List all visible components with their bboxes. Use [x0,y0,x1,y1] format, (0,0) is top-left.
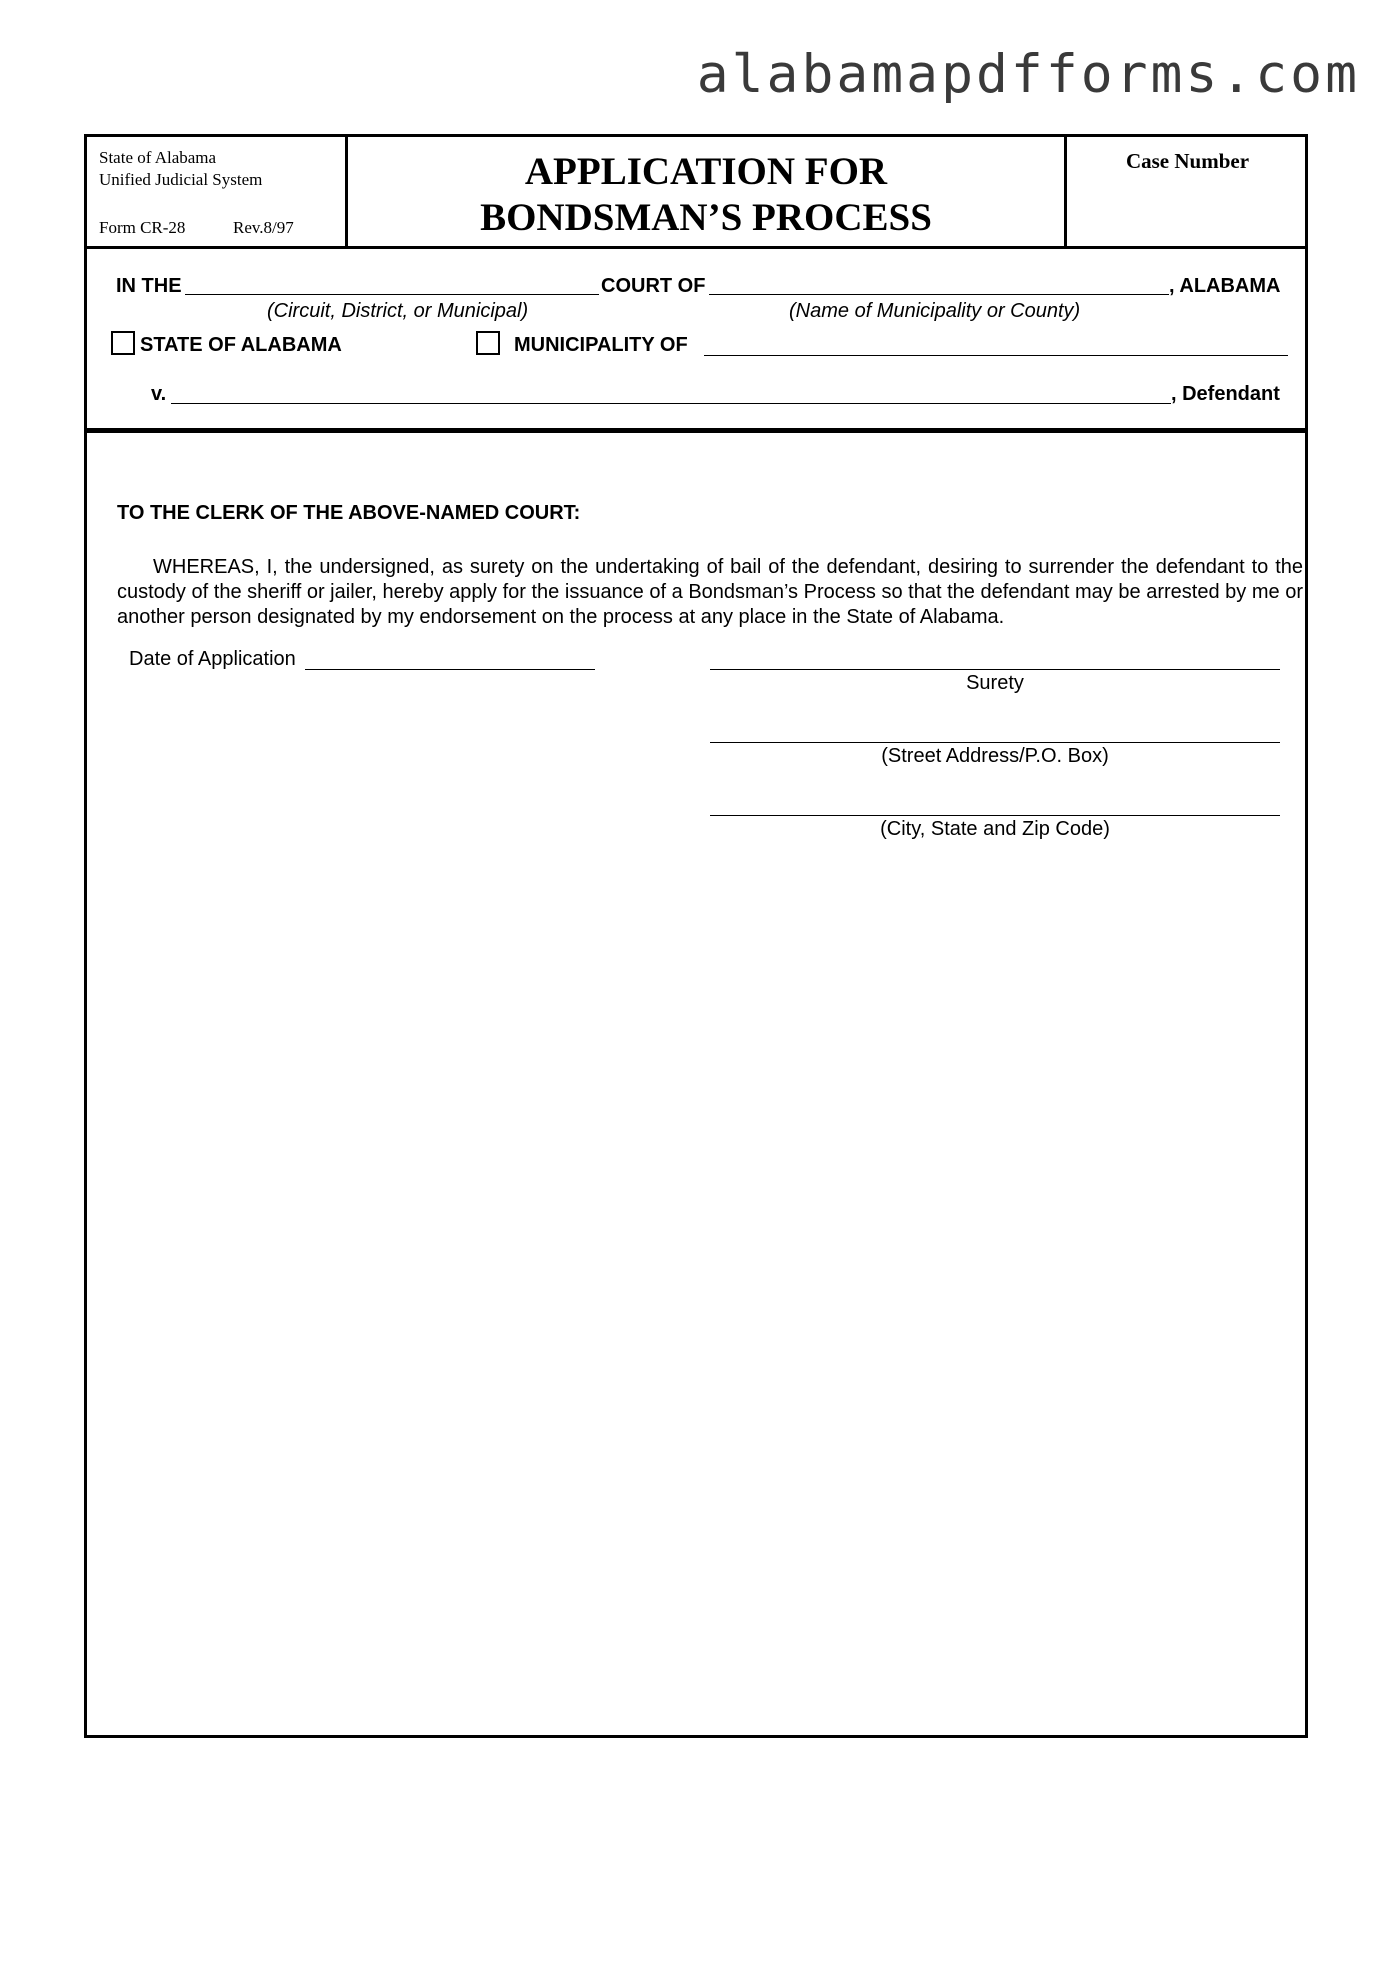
court-type-field[interactable] [185,294,599,295]
versus-label: v. [151,383,167,405]
salutation: TO THE CLERK OF THE ABOVE-NAMED COURT: [117,502,581,524]
court-of-label: COURT OF [601,275,706,297]
surety-label: Surety [966,672,1024,694]
street-address-label: (Street Address/P.O. Box) [881,745,1109,767]
municipality-of-label: MUNICIPALITY OF [514,334,688,356]
city-state-zip-label: (City, State and Zip Code) [880,818,1110,840]
court-type-hint: (Circuit, District, or Municipal) [267,300,529,322]
form-title [348,137,1064,246]
municipality-hint: (Name of Municipality or County) [789,300,1081,322]
defendant-name-field[interactable] [171,403,1171,404]
alabama-label: , ALABAMA [1169,275,1281,297]
application-paragraph: WHEREAS, I, the undersigned, as surety on the undertaking of bail of the defendant, desiring to surrender the defendant to the custody of the sheriff or jailer, hereby apply for the issuance of a Bondsman’s Process so that the defendant may be arrested by me or another person designated by my endorsement on the process at any place in the State of Alabama. [117,556,1303,628]
state-label: State of Alabama [99,148,217,167]
form-number: Form CR-28 [99,218,186,237]
municipality-checkbox[interactable] [476,331,500,355]
state-of-alabama-checkbox[interactable] [111,331,135,355]
title-line-1: APPLICATION FOR [524,150,888,193]
date-of-application-label: Date of Application [129,648,296,670]
system-label: Unified Judicial System [99,170,263,189]
form-header [87,137,1305,249]
double-rule [87,428,1305,430]
revision: Rev.8/97 [233,218,294,237]
case-caption [87,249,1305,433]
court-system-block [87,137,348,246]
street-address-field[interactable] [710,742,1280,743]
date-of-application-field[interactable] [305,669,595,670]
city-state-zip-field[interactable] [710,815,1280,816]
in-the-label: IN THE [116,275,182,297]
municipality-county-field[interactable] [709,294,1169,295]
municipality-name-field[interactable] [704,355,1288,356]
title-line-2: BONDSMAN’S PROCESS [480,196,932,239]
case-number-box[interactable] [1064,137,1308,246]
case-number-label: Case Number [1125,149,1250,173]
bondsman-process-form [84,134,1308,1738]
state-of-alabama-label: STATE OF ALABAMA [140,334,342,356]
defendant-label: , Defendant [1171,383,1280,405]
surety-signature-field[interactable] [710,669,1280,670]
watermark: alabamapdfforms.com [696,44,1360,105]
